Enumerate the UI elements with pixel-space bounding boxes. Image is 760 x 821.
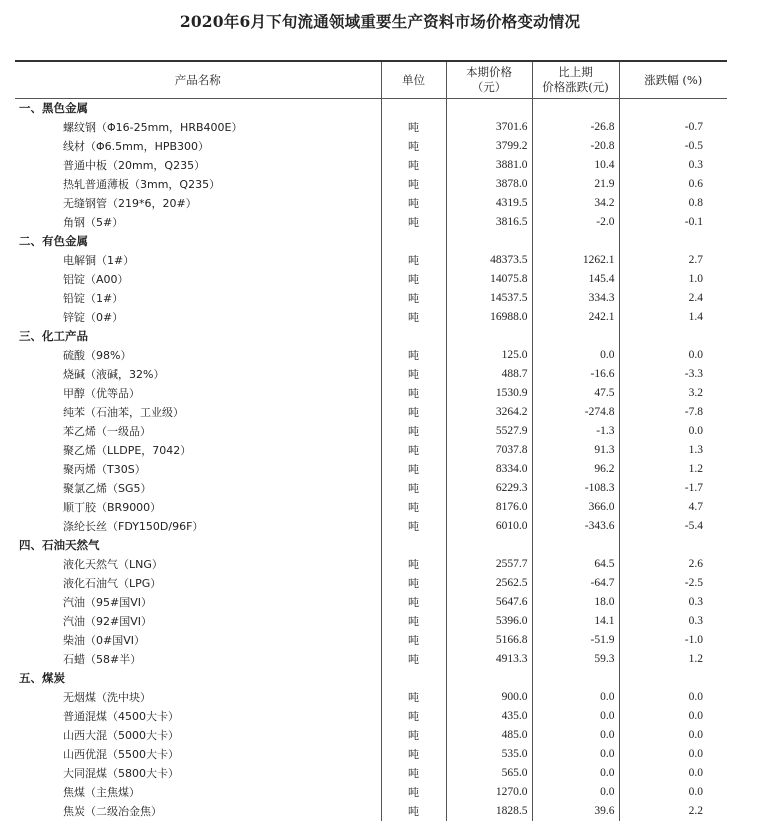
pct-cell: 2.6 — [619, 555, 727, 574]
pct-cell: 0.0 — [619, 422, 727, 441]
table-row — [15, 365, 727, 384]
change-cell: 145.4 — [532, 270, 619, 289]
price-cell: 5527.9 — [446, 422, 532, 441]
unit-cell: 吨 — [381, 403, 446, 422]
unit-cell: 吨 — [381, 688, 446, 707]
empty-cell — [381, 327, 446, 346]
empty-cell — [619, 669, 727, 688]
pct-cell: 0.3 — [619, 593, 727, 612]
price-cell: 900.0 — [446, 688, 532, 707]
unit-cell: 吨 — [381, 498, 446, 517]
product-name: 纯苯（石油苯，工业级） — [63, 406, 184, 419]
pct-cell: 0.0 — [619, 707, 727, 726]
table-row — [15, 422, 727, 441]
pct-cell: 0.3 — [619, 156, 727, 175]
change-cell: 18.0 — [532, 593, 619, 612]
unit-cell: 吨 — [381, 137, 446, 156]
unit-cell: 吨 — [381, 441, 446, 460]
pct-cell: 1.2 — [619, 460, 727, 479]
pct-cell: 0.0 — [619, 783, 727, 802]
change-cell: 91.3 — [532, 441, 619, 460]
category-label: 二、有色金属 — [19, 234, 88, 248]
change-cell: 366.0 — [532, 498, 619, 517]
unit-cell: 吨 — [381, 460, 446, 479]
table-row — [15, 612, 727, 631]
change-cell: -108.3 — [532, 479, 619, 498]
price-cell: 5396.0 — [446, 612, 532, 631]
change-cell: 1262.1 — [532, 251, 619, 270]
price-cell: 1270.0 — [446, 783, 532, 802]
product-name: 涤纶长丝（FDY150D/96F） — [63, 520, 204, 533]
pct-cell: 0.0 — [619, 726, 727, 745]
change-cell: -51.9 — [532, 631, 619, 650]
pct-cell: 1.4 — [619, 308, 727, 327]
change-cell: 0.0 — [532, 726, 619, 745]
change-cell: 21.9 — [532, 175, 619, 194]
unit-cell: 吨 — [381, 251, 446, 270]
product-name: 无烟煤（洗中块） — [63, 691, 151, 704]
category-row — [15, 327, 727, 346]
price-cell: 3264.2 — [446, 403, 532, 422]
empty-cell — [532, 536, 619, 555]
price-cell: 3881.0 — [446, 156, 532, 175]
pct-cell: -0.5 — [619, 137, 727, 156]
empty-cell — [619, 99, 727, 119]
unit-cell: 吨 — [381, 422, 446, 441]
unit-cell: 吨 — [381, 156, 446, 175]
unit-cell: 吨 — [381, 802, 446, 821]
price-cell: 1828.5 — [446, 802, 532, 821]
price-cell: 4319.5 — [446, 194, 532, 213]
price-cell: 2562.5 — [446, 574, 532, 593]
change-cell: -2.0 — [532, 213, 619, 232]
table-row — [15, 574, 727, 593]
table-row — [15, 251, 727, 270]
empty-cell — [446, 99, 532, 119]
table-row — [15, 631, 727, 650]
price-table — [15, 60, 727, 821]
change-cell: 59.3 — [532, 650, 619, 669]
pct-cell: 2.2 — [619, 802, 727, 821]
table-row — [15, 460, 727, 479]
category-row — [15, 232, 727, 251]
unit-cell: 吨 — [381, 175, 446, 194]
price-cell: 485.0 — [446, 726, 532, 745]
unit-cell: 吨 — [381, 650, 446, 669]
pct-cell: 2.4 — [619, 289, 727, 308]
product-name: 烧碱（液碱，32%） — [63, 368, 165, 381]
price-cell: 7037.8 — [446, 441, 532, 460]
product-name: 聚氯乙烯（SG5） — [63, 482, 152, 495]
product-name: 线材（Φ6.5mm，HPB300） — [63, 140, 210, 153]
unit-cell: 吨 — [381, 707, 446, 726]
pct-cell: 0.6 — [619, 175, 727, 194]
pct-cell: 0.0 — [619, 346, 727, 365]
empty-cell — [532, 669, 619, 688]
unit-cell: 吨 — [381, 745, 446, 764]
table-row — [15, 802, 727, 821]
header-price: 本期价格 （元） — [446, 61, 532, 99]
unit-cell: 吨 — [381, 764, 446, 783]
pct-cell: -5.4 — [619, 517, 727, 536]
pct-cell: -0.1 — [619, 213, 727, 232]
change-cell: 0.0 — [532, 764, 619, 783]
pct-cell: 0.0 — [619, 745, 727, 764]
product-name: 液化天然气（LNG） — [63, 558, 163, 571]
empty-cell — [619, 327, 727, 346]
change-cell: -64.7 — [532, 574, 619, 593]
table-row — [15, 156, 727, 175]
category-label: 五、煤炭 — [19, 671, 65, 685]
price-cell: 8334.0 — [446, 460, 532, 479]
table-row — [15, 403, 727, 422]
price-cell: 8176.0 — [446, 498, 532, 517]
unit-cell: 吨 — [381, 783, 446, 802]
change-cell: 47.5 — [532, 384, 619, 403]
empty-cell — [619, 232, 727, 251]
table-row — [15, 308, 727, 327]
pct-cell: 2.7 — [619, 251, 727, 270]
unit-cell: 吨 — [381, 194, 446, 213]
table-row — [15, 346, 727, 365]
table-row — [15, 118, 727, 137]
price-cell: 48373.5 — [446, 251, 532, 270]
table-body — [15, 99, 727, 821]
table-row — [15, 745, 727, 764]
table-row — [15, 498, 727, 517]
pct-cell: 0.3 — [619, 612, 727, 631]
empty-cell — [381, 669, 446, 688]
table-header — [15, 61, 727, 99]
unit-cell: 吨 — [381, 593, 446, 612]
pct-cell: 0.8 — [619, 194, 727, 213]
price-cell: 2557.7 — [446, 555, 532, 574]
page-title: 2020年6月下旬流通领域重要生产资料市场价格变动情况 — [179, 12, 581, 31]
change-cell: 10.4 — [532, 156, 619, 175]
change-cell: -274.8 — [532, 403, 619, 422]
empty-cell — [381, 99, 446, 119]
header-name: 产品名称 — [15, 61, 381, 99]
table-row — [15, 726, 727, 745]
unit-cell: 吨 — [381, 479, 446, 498]
change-cell: -20.8 — [532, 137, 619, 156]
category-label: 四、石油天然气 — [19, 538, 100, 552]
table-row — [15, 137, 727, 156]
empty-cell — [446, 669, 532, 688]
price-cell: 6229.3 — [446, 479, 532, 498]
empty-cell — [446, 536, 532, 555]
price-cell: 14537.5 — [446, 289, 532, 308]
product-name: 石蜡（58#半） — [63, 653, 142, 666]
change-cell: 64.5 — [532, 555, 619, 574]
change-cell: -26.8 — [532, 118, 619, 137]
price-cell: 14075.8 — [446, 270, 532, 289]
pct-cell: -0.7 — [619, 118, 727, 137]
product-name: 液化石油气（LPG） — [63, 577, 162, 590]
table-row — [15, 270, 727, 289]
product-name: 热轧普通薄板（3mm，Q235） — [63, 178, 221, 191]
product-name: 顺丁胶（BR9000） — [63, 501, 162, 514]
product-name: 电解铜（1#） — [63, 254, 135, 267]
price-cell: 565.0 — [446, 764, 532, 783]
table-row — [15, 175, 727, 194]
table-row — [15, 479, 727, 498]
unit-cell: 吨 — [381, 384, 446, 403]
pct-cell: 1.3 — [619, 441, 727, 460]
product-name: 焦煤（主焦煤） — [63, 786, 140, 799]
product-name: 聚乙烯（LLDPE，7042） — [63, 444, 192, 457]
empty-cell — [381, 536, 446, 555]
pct-cell: -3.3 — [619, 365, 727, 384]
change-cell: 0.0 — [532, 688, 619, 707]
unit-cell: 吨 — [381, 365, 446, 384]
unit-cell: 吨 — [381, 517, 446, 536]
price-cell: 4913.3 — [446, 650, 532, 669]
empty-cell — [532, 327, 619, 346]
unit-cell: 吨 — [381, 118, 446, 137]
unit-cell: 吨 — [381, 270, 446, 289]
product-name: 铝锭（A00） — [63, 273, 129, 286]
change-cell: 14.1 — [532, 612, 619, 631]
product-name: 角钢（5#） — [63, 216, 124, 229]
header-pct: 涨跌幅 (%) — [619, 61, 727, 99]
change-cell: -1.3 — [532, 422, 619, 441]
pct-cell: -7.8 — [619, 403, 727, 422]
change-cell: 39.6 — [532, 802, 619, 821]
price-cell: 1530.9 — [446, 384, 532, 403]
change-cell: -16.6 — [532, 365, 619, 384]
change-cell: 0.0 — [532, 346, 619, 365]
header-change: 比上期 价格涨跌(元) — [532, 61, 619, 99]
empty-cell — [446, 327, 532, 346]
price-cell: 125.0 — [446, 346, 532, 365]
table-row — [15, 289, 727, 308]
price-cell: 5166.8 — [446, 631, 532, 650]
pct-cell: -1.0 — [619, 631, 727, 650]
change-cell: 34.2 — [532, 194, 619, 213]
pct-cell: -2.5 — [619, 574, 727, 593]
change-cell: 0.0 — [532, 745, 619, 764]
empty-cell — [446, 232, 532, 251]
product-name: 山西大混（5000大卡） — [63, 729, 179, 742]
price-cell: 5647.6 — [446, 593, 532, 612]
category-row — [15, 536, 727, 555]
unit-cell: 吨 — [381, 574, 446, 593]
price-cell: 535.0 — [446, 745, 532, 764]
table-row — [15, 517, 727, 536]
product-name: 汽油（95#国VI） — [63, 596, 152, 609]
unit-cell: 吨 — [381, 726, 446, 745]
product-name: 大同混煤（5800大卡） — [63, 767, 179, 780]
change-cell: 96.2 — [532, 460, 619, 479]
table-row — [15, 555, 727, 574]
table-row — [15, 688, 727, 707]
product-name: 汽油（92#国VI） — [63, 615, 152, 628]
pct-cell: 4.7 — [619, 498, 727, 517]
product-name: 锌锭（0#） — [63, 311, 124, 324]
unit-cell: 吨 — [381, 308, 446, 327]
product-name: 苯乙烯（一级品） — [63, 425, 151, 438]
change-cell: -343.6 — [532, 517, 619, 536]
price-cell: 488.7 — [446, 365, 532, 384]
table-row — [15, 194, 727, 213]
unit-cell: 吨 — [381, 213, 446, 232]
empty-cell — [381, 232, 446, 251]
change-cell: 242.1 — [532, 308, 619, 327]
table-row — [15, 441, 727, 460]
product-name: 无缝钢管（219*6，20#） — [63, 197, 197, 210]
category-row — [15, 99, 727, 119]
table-row — [15, 764, 727, 783]
price-cell: 16988.0 — [446, 308, 532, 327]
empty-cell — [619, 536, 727, 555]
price-cell: 3799.2 — [446, 137, 532, 156]
price-cell: 6010.0 — [446, 517, 532, 536]
empty-cell — [532, 232, 619, 251]
price-cell: 3878.0 — [446, 175, 532, 194]
product-name: 螺纹钢（Φ16-25mm，HRB400E） — [63, 121, 243, 134]
product-name: 普通混煤（4500大卡） — [63, 710, 179, 723]
product-name: 甲醇（优等品） — [63, 387, 140, 400]
unit-cell: 吨 — [381, 631, 446, 650]
price-cell: 3816.5 — [446, 213, 532, 232]
table-row — [15, 213, 727, 232]
unit-cell: 吨 — [381, 289, 446, 308]
table-row — [15, 384, 727, 403]
product-name: 聚丙烯（T30S） — [63, 463, 146, 476]
empty-cell — [532, 99, 619, 119]
price-cell: 3701.6 — [446, 118, 532, 137]
table-row — [15, 593, 727, 612]
pct-cell: 0.0 — [619, 764, 727, 783]
product-name: 焦炭（二级冶金焦） — [63, 805, 162, 818]
pct-cell: 3.2 — [619, 384, 727, 403]
category-label: 三、化工产品 — [19, 329, 88, 343]
table-row — [15, 783, 727, 802]
change-cell: 334.3 — [532, 289, 619, 308]
price-cell: 435.0 — [446, 707, 532, 726]
change-cell: 0.0 — [532, 707, 619, 726]
pct-cell: 1.2 — [619, 650, 727, 669]
unit-cell: 吨 — [381, 346, 446, 365]
pct-cell: 0.0 — [619, 688, 727, 707]
table-row — [15, 707, 727, 726]
product-name: 普通中板（20mm，Q235） — [63, 159, 206, 172]
product-name: 山西优混（5500大卡） — [63, 748, 179, 761]
header-unit: 单位 — [381, 61, 446, 99]
product-name: 硫酸（98%） — [63, 349, 132, 362]
category-row — [15, 669, 727, 688]
pct-cell: 1.0 — [619, 270, 727, 289]
unit-cell: 吨 — [381, 612, 446, 631]
category-label: 一、黑色金属 — [19, 101, 88, 115]
table-row — [15, 650, 727, 669]
change-cell: 0.0 — [532, 783, 619, 802]
unit-cell: 吨 — [381, 555, 446, 574]
product-name: 柴油（0#国VI） — [63, 634, 145, 647]
product-name: 铅锭（1#） — [63, 292, 124, 305]
pct-cell: -1.7 — [619, 479, 727, 498]
